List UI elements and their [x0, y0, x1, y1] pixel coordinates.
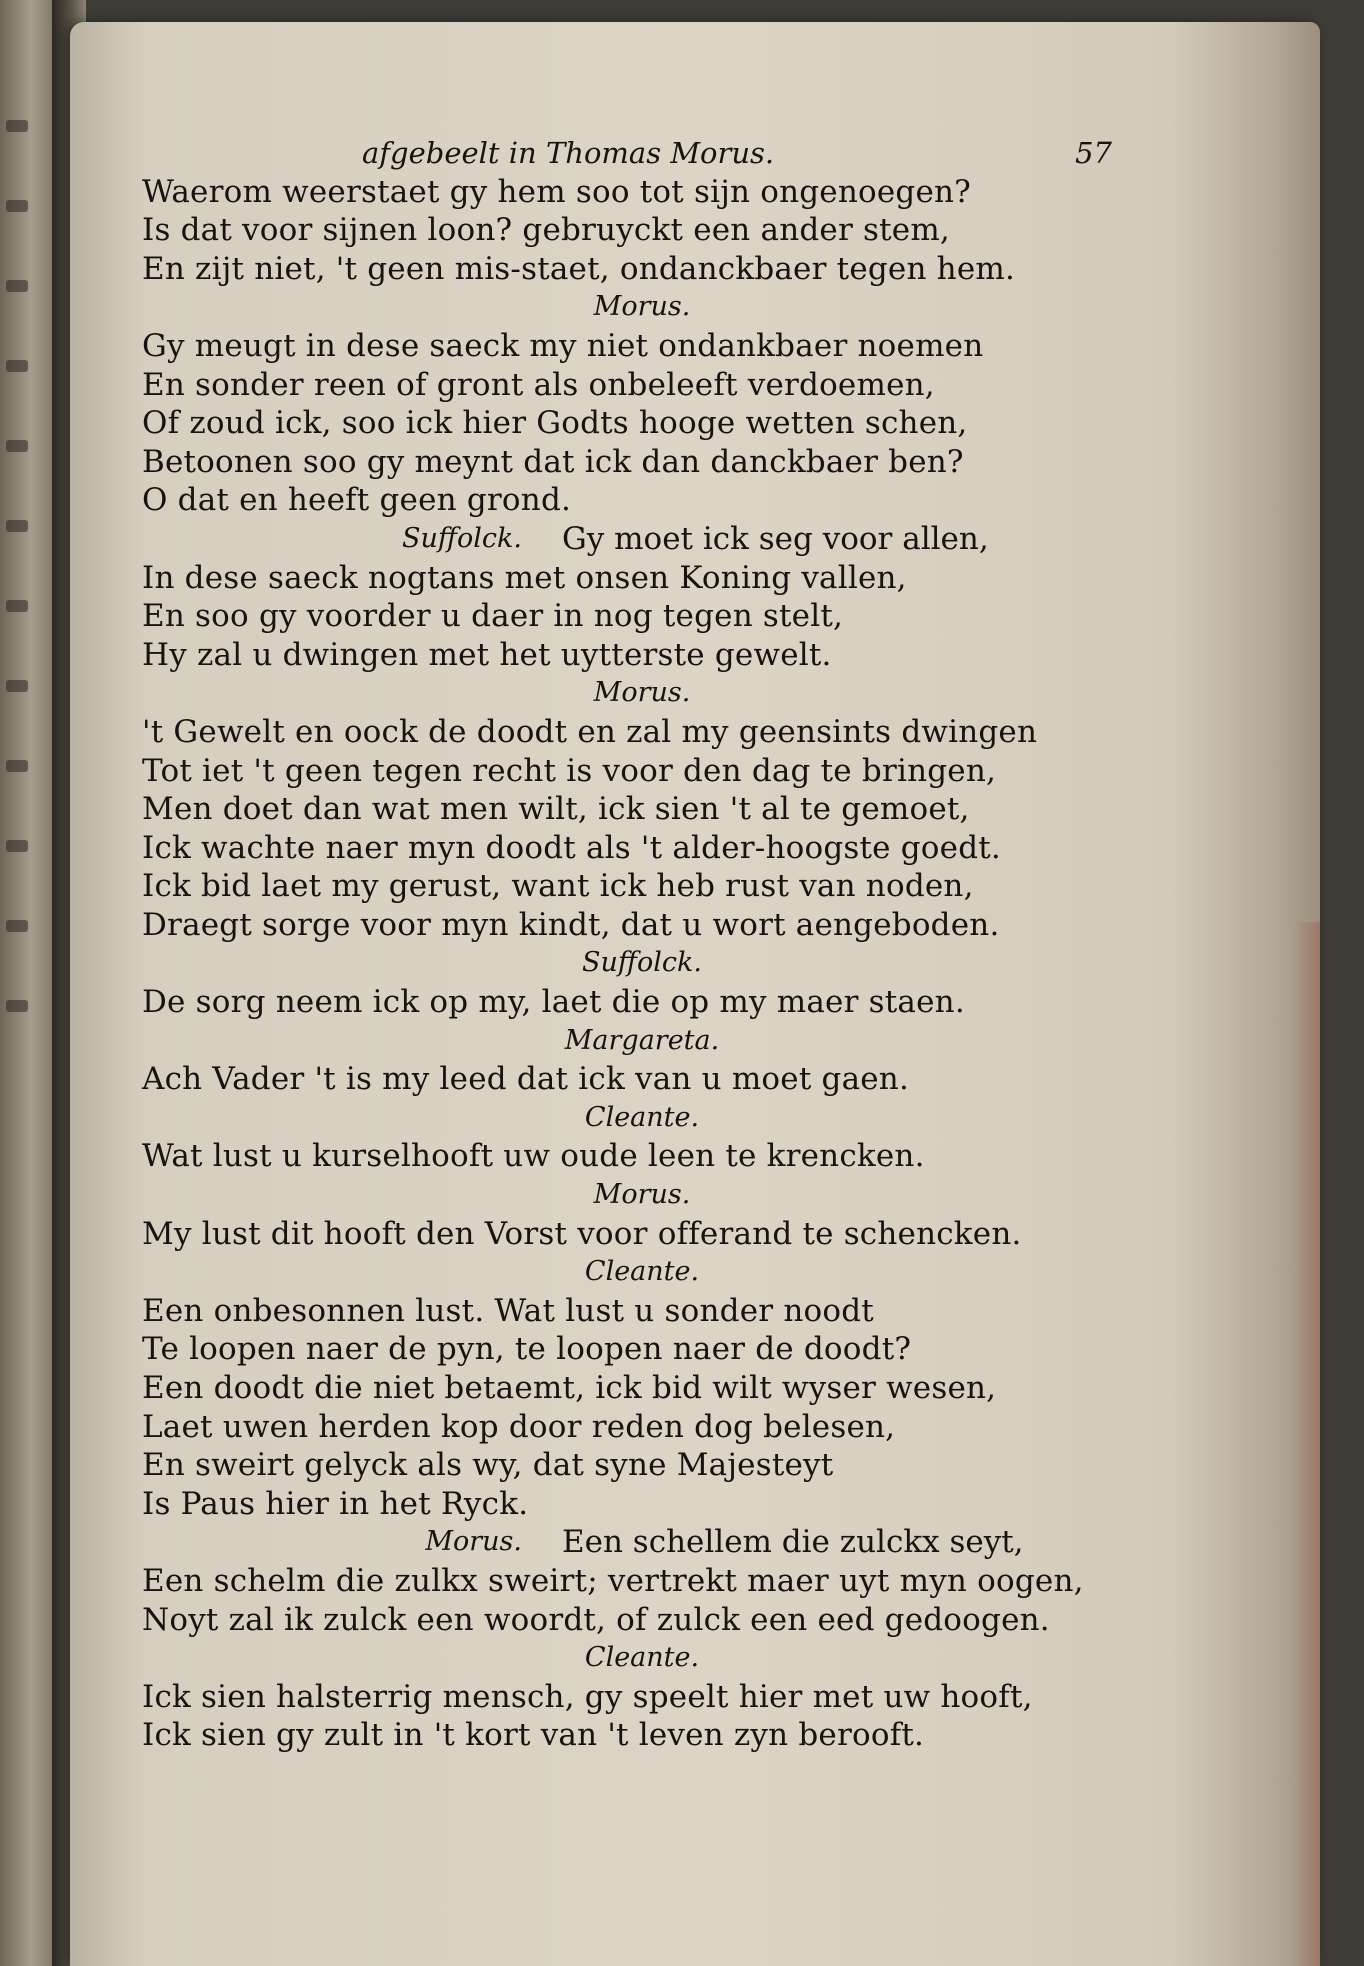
verse-line: Waerom weerstaet gy hem soo tot sijn ongenoegen?: [142, 173, 971, 210]
facing-page-text-fragments: [0, 120, 60, 1080]
verse-line: Ick wachte naer myn doodt als 't alder-hoogste goedt.: [142, 829, 1001, 866]
verse-line: Een schelm die zulkx sweirt; vertrekt maer uyt myn oogen,: [142, 1562, 1084, 1599]
verse-line: Hy zal u dwingen met het uytterste gewelt.: [142, 636, 832, 673]
verse-line: 't Gewelt en oock de doodt en zal my geensints dwingen: [142, 713, 1038, 750]
verse-line: Te loopen naer de pyn, te loopen naer de doodt?: [142, 1331, 912, 1368]
verse-line: In dese saeck nogtans met onsen Koning vallen,: [142, 559, 907, 596]
verse-line: Een onbesonnen lust. Wat lust u sonder noodt: [142, 1292, 874, 1329]
page-number: 57: [1075, 136, 1112, 170]
verse-line: Ach Vader 't is my leed dat ick van u moet gaen.: [142, 1061, 910, 1098]
verse-text: Gy moet ick seg voor allen,: [562, 520, 989, 557]
verse-lines: [142, 173, 1142, 1755]
page-text: [142, 134, 1142, 1755]
speaker-name: Morus.: [425, 1526, 522, 1558]
speaker-name: Cleante.: [584, 1256, 700, 1288]
speaker-name: Morus.: [593, 1179, 691, 1211]
verse-line: En sonder reen of gront als onbeleeft verdoemen,: [142, 366, 935, 403]
speaker-name: Suffolck.: [582, 947, 702, 979]
running-header: [142, 134, 1142, 173]
verse-line: Ick sien gy zult in 't kort van 't leven zyn berooft.: [142, 1717, 925, 1754]
verse-line: Is Paus hier in het Ryck.: [142, 1485, 529, 1522]
verse-line: En zijt niet, 't geen mis-staet, ondanckbaer tegen hem.: [142, 250, 1016, 287]
verse-line: Noyt zal ik zulck een woordt, of zulck een eed gedoogen.: [142, 1601, 1050, 1638]
verse-line: Laet uwen herden kop door reden dog belesen,: [142, 1408, 896, 1445]
book-page: [70, 22, 1320, 1966]
verse-line: Is dat voor sijnen loon? gebruyckt een ander stem,: [142, 212, 950, 249]
verse-line: Men doet dan wat men wilt, ick sien 't al te gemoet,: [142, 791, 970, 828]
verse-line: Ick sien halsterrig mensch, gy speelt hier met uw hooft,: [142, 1678, 1033, 1715]
speaker-name: Morus.: [593, 677, 691, 709]
speaker-name: Suffolck.: [402, 522, 522, 554]
speaker-name: Cleante.: [584, 1642, 700, 1674]
verse-line: Betoonen soo gy meynt dat ick dan danckbaer ben?: [142, 443, 964, 480]
verse-line: O dat en heeft geen grond.: [142, 482, 572, 519]
verse-line: Wat lust u kurselhooft uw oude leen te krencken.: [142, 1138, 925, 1175]
verse-line: Tot iet 't geen tegen recht is voor den dag te bringen,: [142, 752, 997, 789]
speaker-name: Cleante.: [584, 1101, 700, 1133]
verse-line: Draegt sorge voor myn kindt, dat u wort aengeboden.: [142, 906, 1000, 943]
verse-line: Een doodt die niet betaemt, ick bid wilt wyser wesen,: [142, 1370, 997, 1406]
speaker-line: [142, 520, 1142, 559]
verse-line: En soo gy voorder u daer in nog tegen stelt,: [142, 598, 844, 635]
speaker-name: Margareta.: [564, 1024, 720, 1056]
speaker-line: [142, 1523, 1142, 1562]
verse-line: Gy meugt in dese saeck my niet ondankbaer noemen: [142, 327, 984, 364]
verse-line: My lust dit hooft den Vorst voor offerand te schencken.: [142, 1215, 1022, 1252]
page-edge-stain: [1294, 922, 1320, 1966]
running-title: afgebeelt in Thomas Morus.: [362, 136, 775, 170]
speaker-name: Morus.: [593, 291, 691, 323]
verse-line: Of zoud ick, soo ick hier Godts hooge wetten schen,: [142, 405, 968, 442]
verse-line: Ick bid laet my gerust, want ick heb rust van noden,: [142, 868, 974, 905]
verse-line: De sorg neem ick op my, laet die op my maer staen.: [142, 984, 965, 1021]
verse-text: Een schellem die zulckx seyt,: [562, 1524, 1024, 1561]
verse-line: En sweirt gelyck als wy, dat syne Majesteyt: [142, 1447, 834, 1484]
